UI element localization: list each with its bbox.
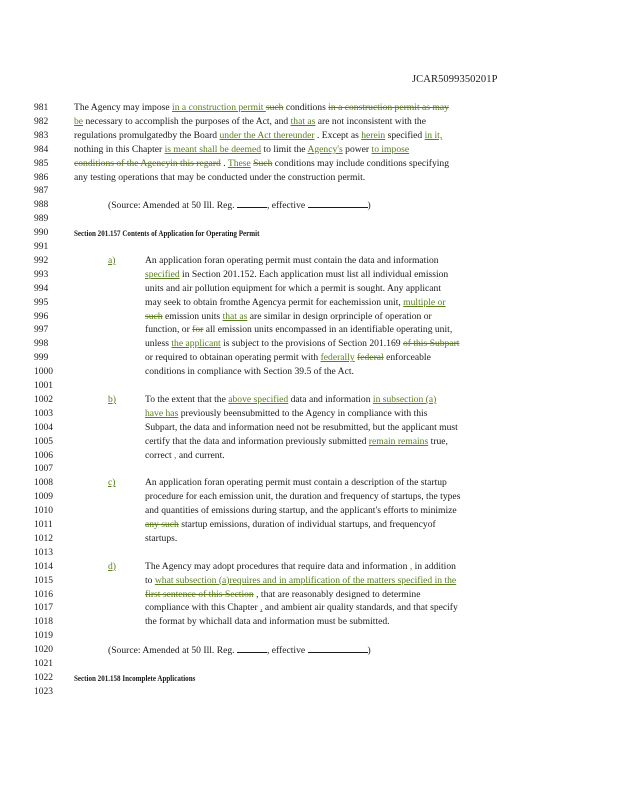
- line-1018: [0, 615, 618, 629]
- inserted-text: ,: [409, 560, 413, 572]
- line-text: [145, 560, 456, 574]
- plain-text: To the extent that the: [145, 393, 229, 405]
- plain-text: and current.: [176, 449, 225, 461]
- plain-text: (Source: Amended at 50 Ill. Reg.: [108, 200, 237, 212]
- plain-text: and ambient air quality standards, and that specify: [262, 602, 458, 614]
- inserted-text: These: [227, 157, 251, 169]
- plain-text: necessary to accomplish the purposes of the Act, and: [83, 115, 291, 127]
- plain-text: , that are reasonably designed to determine: [253, 588, 421, 600]
- plain-text: emission units: [162, 310, 223, 322]
- struck-text: such: [145, 310, 163, 322]
- line-993: [0, 268, 618, 282]
- line-number: 1013: [34, 547, 53, 558]
- line-1004: [0, 421, 618, 435]
- line-number: 984: [34, 144, 49, 155]
- plain-text: any testing operations that may be conducted under the construction permit.: [74, 171, 366, 183]
- line-text: [145, 421, 458, 435]
- plain-text: Subpart, the data and information need not be resubmitted, but the applicant must: [145, 421, 458, 433]
- source-note: [108, 643, 371, 658]
- line-number: 1015: [34, 575, 53, 586]
- inserted-text: ,: [260, 602, 263, 614]
- line-number: 1014: [34, 561, 53, 572]
- line-984: [0, 143, 618, 157]
- line-1007: [0, 462, 618, 476]
- plain-text: conditions: [283, 102, 329, 113]
- struck-text: in a construction permit as may: [328, 102, 449, 113]
- plain-text: and quantities of emissions during startup, and the applicant's efforts to minimize: [145, 505, 457, 517]
- line-number: 1004: [34, 422, 53, 433]
- struck-text: first sentence of this Section: [145, 588, 254, 600]
- line-995: [0, 296, 618, 310]
- inserted-text: is meant shall be deemed: [164, 143, 262, 155]
- plain-text: may seek to obtain fromthe Agencya permit for eachemission unit,: [145, 296, 404, 308]
- line-text: [145, 393, 436, 407]
- inserted-text: to impose: [371, 143, 410, 155]
- plain-text: regulations promulgatedby the Board: [74, 129, 220, 141]
- subsection-label: c): [108, 477, 116, 489]
- line-985: [0, 157, 618, 171]
- line-986: [0, 171, 618, 185]
- plain-text: ): [367, 645, 371, 657]
- line-text: [145, 254, 439, 268]
- line-text: [145, 365, 354, 379]
- line-1000: [0, 365, 618, 379]
- plain-text: conditions may include conditions specifying: [272, 157, 450, 169]
- line-text: [145, 310, 432, 324]
- plain-text: nothing in this Chapter: [74, 143, 165, 155]
- line-990: [0, 226, 618, 240]
- plain-text: all emission units encompassed in an identifiable operating unit,: [203, 324, 453, 336]
- line-1005: [0, 435, 618, 449]
- line-1008: [0, 476, 618, 490]
- line-number: 981: [34, 103, 49, 113]
- inserted-text: that as: [222, 310, 248, 322]
- plain-text: The Agency may adopt procedures that require data and information: [145, 560, 410, 572]
- line-text: [145, 449, 225, 463]
- line-number: 994: [34, 283, 49, 294]
- inserted-text: be: [74, 115, 84, 127]
- line-1009: [0, 490, 618, 504]
- line-text: [74, 129, 442, 143]
- fill-in-blank: [237, 643, 267, 653]
- line-981: [0, 101, 618, 115]
- line-number: 1006: [34, 450, 53, 461]
- plain-text: An application foran operating permit must contain a description of the startup: [145, 477, 447, 489]
- line-number: 995: [34, 297, 49, 308]
- section-heading: [74, 226, 259, 240]
- inserted-text: specified: [145, 268, 180, 280]
- inserted-text: in a construction permit: [172, 102, 266, 113]
- inserted-text: remain remains: [368, 435, 429, 447]
- line-number: 1005: [34, 436, 53, 447]
- line-text: [145, 323, 452, 337]
- plain-text: enforceable: [383, 352, 431, 364]
- plain-text: units and air pollution equipment for which a permit is sought. Any applicant: [145, 282, 442, 294]
- line-1002: [0, 393, 618, 407]
- plain-text: the format by whichall data and information must be submitted.: [145, 616, 390, 628]
- line-number: 996: [34, 311, 49, 322]
- line-text: [74, 171, 365, 185]
- plain-text: in addition: [412, 560, 456, 572]
- line-number: 1012: [34, 533, 53, 544]
- line-number: 993: [34, 269, 49, 280]
- plain-text: power: [342, 143, 372, 155]
- line-text: [145, 615, 390, 629]
- line-number: 1003: [34, 408, 53, 419]
- subsection-label: b): [108, 393, 116, 405]
- line-text: [145, 268, 448, 282]
- inserted-text: multiple or: [403, 296, 446, 308]
- plain-text: Section 201.157 Contents of Application for Operating Permit: [74, 228, 260, 239]
- line-text: [74, 115, 426, 129]
- line-number: 988: [34, 200, 49, 211]
- inserted-text: under the Act thereunder: [219, 129, 315, 141]
- fill-in-blank: [308, 643, 368, 653]
- line-991: [0, 240, 618, 254]
- line-text: [74, 143, 409, 157]
- plain-text: , effective: [266, 200, 308, 212]
- line-number: 986: [34, 172, 49, 183]
- line-number: 982: [34, 116, 49, 127]
- line-983: [0, 129, 618, 143]
- plain-text: function, or: [145, 324, 193, 336]
- plain-text: true,: [428, 435, 448, 447]
- line-982: [0, 115, 618, 129]
- line-1011: [0, 518, 618, 532]
- inserted-text: Agency's: [307, 143, 343, 155]
- line-number: 985: [34, 158, 49, 169]
- line-number: 987: [34, 186, 49, 197]
- plain-text: are similar in design orprinciple of operation or: [247, 310, 432, 322]
- line-1010: [0, 504, 618, 518]
- plain-text: procedure for each emission unit, the duration and frequency of startups, the types: [145, 491, 461, 503]
- line-988: [0, 198, 618, 212]
- line-number: 1000: [34, 367, 53, 378]
- line-number: 1020: [34, 645, 53, 656]
- line-number: 1023: [34, 686, 53, 697]
- line-1006: [0, 449, 618, 463]
- inserted-text: what subsection (a)requires and in amplification of the matters specified in the: [154, 574, 457, 586]
- line-989: [0, 212, 618, 226]
- struck-text: conditions of the Agencyin this regard: [74, 157, 221, 169]
- plain-text: ): [367, 200, 371, 212]
- line-number: 998: [34, 339, 49, 350]
- inserted-text: ,: [174, 449, 177, 461]
- line-1001: [0, 379, 618, 393]
- plain-text: An application foran operating permit must contain the data and information: [145, 254, 439, 266]
- line-1022: [0, 671, 618, 685]
- line-text: [145, 504, 457, 518]
- line-number: 991: [34, 242, 49, 252]
- plain-text: The Agency may impose: [74, 102, 173, 113]
- line-text: [145, 518, 436, 532]
- line-text: [145, 490, 460, 504]
- line-text: [145, 588, 420, 602]
- line-text: [145, 407, 427, 421]
- source-note: [108, 198, 371, 213]
- plain-text: . Except as: [314, 129, 362, 141]
- plain-text: startup emissions, duration of individual startups, and frequencyof: [178, 519, 436, 530]
- struck-text: such: [265, 102, 284, 113]
- line-1014: [0, 560, 618, 574]
- inserted-text: in subsection (a): [372, 393, 437, 405]
- document-id: JCAR5099350201P: [412, 74, 498, 85]
- plain-text: , effective: [266, 645, 308, 657]
- plain-text: Section 201.158 Incomplete Applications: [74, 672, 196, 683]
- line-1021: [0, 657, 618, 671]
- plain-text: are not inconsistent with the: [315, 115, 426, 127]
- line-number: 983: [34, 130, 49, 141]
- subsection-label: d): [108, 560, 116, 572]
- line-number: 1007: [34, 464, 53, 475]
- line-1003: [0, 407, 618, 421]
- plain-text: to: [145, 574, 155, 586]
- plain-text: compliance with this Chapter: [145, 602, 261, 614]
- fill-in-blank: [237, 198, 267, 208]
- inserted-text: above specified: [228, 393, 289, 405]
- line-text: [145, 574, 456, 588]
- line-number: 1009: [34, 492, 53, 503]
- line-number: 1010: [34, 506, 53, 517]
- line-number: 997: [34, 325, 49, 336]
- plain-text: previously beensubmitted to the Agency in compliance with this: [178, 407, 428, 419]
- plain-text: (Source: Amended at 50 Ill. Reg.: [108, 645, 237, 657]
- line-text: [145, 351, 431, 365]
- line-text: [145, 435, 448, 449]
- line-number: 989: [34, 214, 49, 225]
- line-number: 1021: [34, 659, 53, 669]
- line-number: 1017: [34, 603, 53, 614]
- line-994: [0, 282, 618, 296]
- line-997: [0, 323, 618, 337]
- line-number: 999: [34, 353, 49, 364]
- subsection-label: a): [108, 254, 116, 266]
- plain-text: data and information: [288, 393, 373, 405]
- plain-text: in Section 201.152. Each application must list all individual emission: [179, 268, 449, 280]
- line-number: 1002: [34, 394, 53, 405]
- plain-text: conditions in compliance with Section 39.5 of the Act.: [145, 366, 354, 378]
- line-text: [145, 282, 441, 296]
- line-text: [74, 101, 449, 115]
- line-999: [0, 351, 618, 365]
- struck-text: federal: [357, 352, 384, 364]
- line-987: [0, 184, 618, 198]
- line-text: [74, 157, 449, 171]
- line-text: [145, 296, 446, 310]
- plain-text: certify that the data and information previously submitted: [145, 435, 369, 447]
- struck-text: any such: [145, 519, 179, 530]
- plain-text: unless: [145, 338, 172, 350]
- line-1016: [0, 588, 618, 602]
- line-number: 1011: [34, 520, 53, 530]
- line-1012: [0, 532, 618, 546]
- line-number: 1008: [34, 478, 53, 489]
- struck-text: of this Subpart: [402, 338, 460, 350]
- plain-text: to limit the: [261, 143, 308, 155]
- line-1013: [0, 546, 618, 560]
- line-number: 990: [34, 228, 49, 239]
- plain-text: .: [220, 157, 228, 169]
- fill-in-blank: [308, 198, 368, 208]
- line-number: 1001: [34, 381, 53, 391]
- line-1020: [0, 643, 618, 657]
- inserted-text: that as: [290, 115, 316, 127]
- line-992: [0, 254, 618, 268]
- line-text: [145, 476, 447, 490]
- plain-text: or required to obtainan operating permit with: [145, 352, 321, 364]
- plain-text: startups.: [145, 532, 178, 544]
- line-996: [0, 310, 618, 324]
- plain-text: specified: [385, 129, 425, 141]
- line-1017: [0, 601, 618, 615]
- line-1023: [0, 685, 618, 699]
- line-998: [0, 337, 618, 351]
- line-number: 1019: [34, 631, 53, 642]
- line-text: [145, 532, 177, 546]
- inserted-text: herein: [361, 129, 386, 141]
- plain-text: is subject to the provisions of Section 201.169: [220, 338, 403, 350]
- section-heading: [74, 671, 195, 685]
- struck-text: for: [192, 324, 204, 336]
- inserted-text: federally: [320, 352, 355, 364]
- inserted-text: in it,: [424, 129, 443, 141]
- line-text: [145, 337, 459, 351]
- plain-text: correct: [145, 449, 175, 461]
- line-1015: [0, 574, 618, 588]
- line-number: 1022: [34, 672, 53, 683]
- struck-text: Such: [253, 157, 273, 169]
- line-number: 1018: [34, 617, 53, 628]
- line-number: 992: [34, 255, 49, 266]
- line-1019: [0, 629, 618, 643]
- line-number: 1016: [34, 589, 53, 600]
- inserted-text: have has: [145, 407, 179, 419]
- line-text: [145, 601, 458, 615]
- inserted-text: the applicant: [171, 338, 221, 350]
